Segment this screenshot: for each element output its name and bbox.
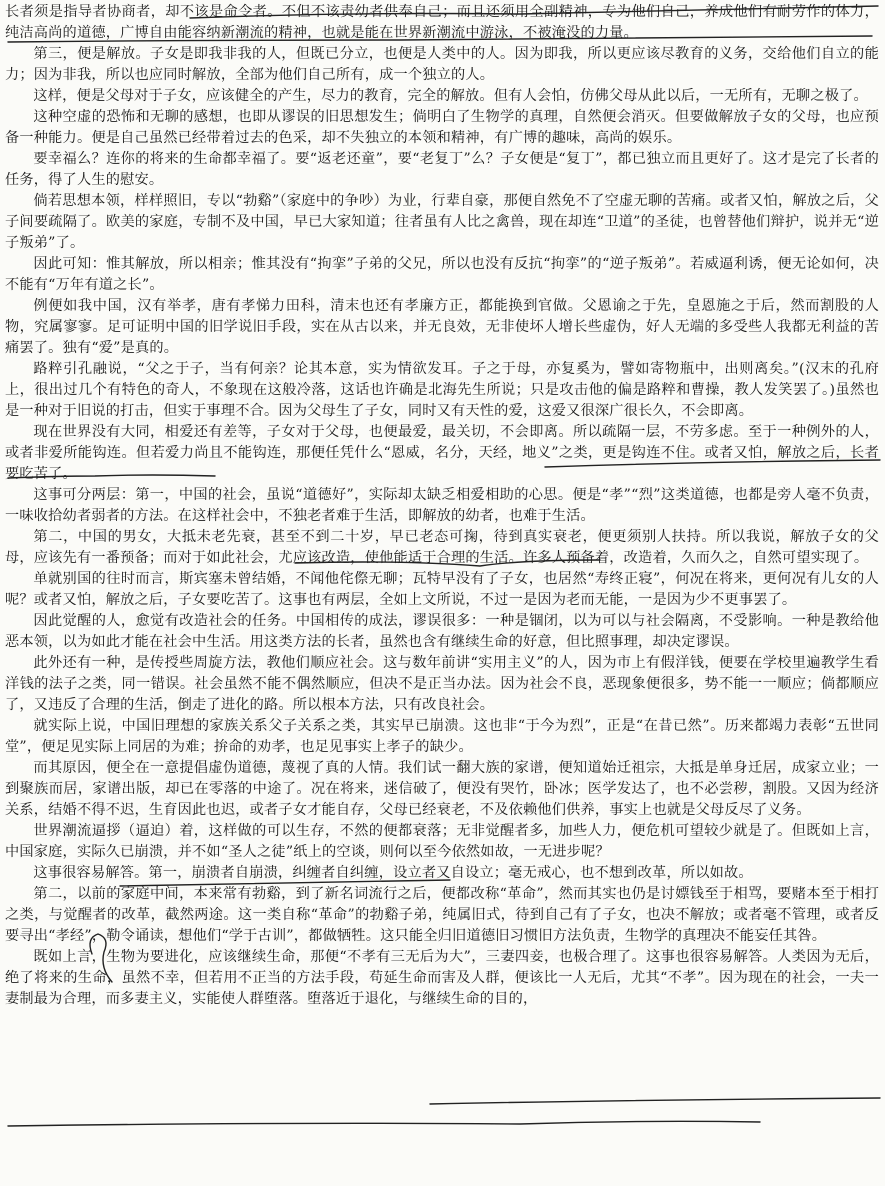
paragraph-1: 长者须是指导者协商者，却不该是命令者。不但不该责幼者供奉自己；而且还须用全副精神，专为他们自己，养成他们有耐劳作的体力，纯洁高尚的道德，广博自由能容纳新潮流的精神，也就是能在世界新潮流中游泳，不被淹没的力量。: [5, 4, 879, 41]
paragraph-13: 单就别国的往时而言，斯宾塞未曾结婚，不闻他侘傺无聊；瓦特早没有了子女，也居然“寿终正寝”，何况在将来，更何况有儿女的人呢？或者又怕，解放之后，子女要吃苦了。这事也有两层，全如上文所说，不过一是因为老而无能，一是因为少不更事罢了。: [5, 571, 879, 608]
paragraph-3: 这样，便是父母对于子女，应该健全的产生，尽力的教育，完全的解放。但有人会怕，仿佛父母从此以后，一无所有，无聊之极了。: [33, 88, 868, 104]
paragraph-19: 这事很容易解答。第一，崩溃者自崩溃，纠缠者自纠缠，设立者又自设立；毫无戒心，也不想到改革，所以如故。: [33, 865, 753, 881]
paragraph-20: 第二，以前的家庭中间，本来常有勃谿，到了新名词流行之后，便都改称“革命”，然而其实也仍是讨嫖钱至于相骂，要赌本至于相打之类，与觉醒者的改革，截然两途。这一类自称“革命”的勃谿子弟，纯属旧式，待到自己有了子女，也决不解放；或者毫不管理，或者反要寻出“孝经”，勒令诵读，想他们“学于古训”，都做牺牲。这只能全归旧道德旧习惯旧方法负责，生物学的真理决不能妄任其咎。: [5, 886, 879, 944]
paragraph-9: 路粹引孔融说，“父之于子，当有何亲？论其本意，实为情欲发耳。子之于母，亦复奚为，譬如寄物瓶中，出则离矣。”(汉末的孔府上，很出过几个有特色的奇人，不象现在这般冷落，这话也许确是北海先生所说；只是攻击他的偏是路粹和曹操，教人发笑罢了。)虽然也是一种对于旧说的打击，但实于事理不合。因为父母生了子女，同时又有天性的爱，这爱又很深广很长久，不会即离。: [5, 361, 879, 419]
paragraph-21: 既如上言，生物为要进化，应该继续生命，那便“不孝有三无后为大”，三妻四妾，也极合理了。这事也很容易解答。人类因为无后，绝了将来的生命，虽然不幸，但若用不正当的方法手段，苟延生命而害及人群，便该比一人无后，尤其“不孝”。因为现在的社会，一夫一妻制最为合理，而多妻主义，实能使人群堕落。堕落近于退化，与继续生命的目的，: [5, 949, 879, 1007]
paragraph-17: 而其原因，便全在一意提倡虚伪道德，蔑视了真的人情。我们试一翻大族的家谱，便知道始迁祖宗，大抵是单身迁居，成家立业；一到聚族而居，家谱出版，却已在零落的中途了。况在将来，迷信破了，便没有哭竹，卧冰；医学发达了，也不必尝秽，割股。又因为经济关系，结婚不得不迟，生育因此也迟，或者子女才能自存，父母已经衰老，不及依赖他们供养，事实上也就是父母反尽了义务。: [5, 760, 879, 818]
paragraph-10: 现在世界没有大同，相爱还有差等，子女对于父母，也便最爱，最关切，不会即离。所以疏隔一层，不劳多虑。至于一种例外的人，或者非爱所能钩连。但若爱力尚且不能钩连，那便任凭什么“恩威，名分，天经，地义”之类，更是钩连不住。或者又怕，解放之后，长者要吃苦了。: [5, 424, 879, 482]
paragraph-4: 这种空虚的恐怖和无聊的感想，也即从谬误的旧思想发生；倘明白了生物学的真理，自然便会消灭。但要做解放子女的父母，也应预备一种能力。便是自己虽然已经带着过去的色采，却不失独立的本领和精神，有广博的趣味，高尚的娱乐。: [5, 109, 879, 146]
paragraph-8: 例便如我中国，汉有举孝，唐有孝悌力田科，清末也还有孝廉方正，都能换到官做。父恩谕之于先，皇恩施之于后，然而割股的人物，究属寥寥。足可证明中国的旧学说旧手段，实在从古以来，并无良效，无非使坏人增长些虚伪，好人无端的多受些人我都无利益的苦痛罢了。独有“爱”是真的。: [5, 298, 879, 356]
paragraph-6: 倘若思想本领，样样照旧，专以“勃谿”（家庭中的争吵）为业，行辈自豪，那便自然免不了空虚无聊的苦痛。或者又怕，解放之后，父子间要疏隔了。欧美的家庭，专制不及中国，早已大家知道；往者虽有人比之禽兽，现在却连“卫道”的圣徒，也曾替他们辩护，说并无“逆子叛弟”了。: [5, 193, 879, 251]
paragraph-14: 因此觉醒的人，愈觉有改造社会的任务。中国相传的成法，谬误很多：一种是锢闭，以为可以与社会隔离，不受影响。一种是教给他恶本领，以为如此才能在社会中生活。用这类方法的长者，虽然也含有继续生命的好意，但比照事理，却决定谬误。: [5, 613, 879, 650]
paragraph-5: 要幸福么？连你的将来的生命都幸福了。要“返老还童”，要“老复丁”么？子女便是“复丁”，都已独立而且更好了。这才是完了长者的任务，得了人生的慰安。: [5, 151, 879, 188]
paragraph-15: 此外还有一种，是传授些周旋方法，教他们顺应社会。这与数年前讲“实用主义”的人，因为市上有假洋钱，便要在学校里遍教学生看洋钱的法子之类，同一错误。社会虽然不能不偶然顺应，但决不是正当办法。因为社会不良，恶现象便很多，势不能一一顺应；倘都顺应了，又违反了合理的生活，倒走了进化的路。所以根本方法，只有改良社会。: [5, 655, 879, 713]
paragraph-7: 因此可知：惟其解放，所以相亲；惟其没有“拘挛”子弟的父兄，所以也没有反抗“拘挛”的“逆子叛弟”。若威逼利诱，便无论如何，决不能有“万年有道之长”。: [5, 256, 879, 293]
paragraph-2: 第三，便是解放。子女是即我非我的人，但既已分立，也便是人类中的人。因为即我，所以更应该尽教育的义务，交给他们自立的能力；因为非我，所以也应同时解放，全部为他们自己所有，成一个独立的人。: [5, 46, 879, 83]
paragraph-12: 第二，中国的男女，大抵未老先衰，甚至不到二十岁，早已老态可掬，待到真实衰老，便更须别人扶持。所以我说，解放子女的父母，应该先有一番预备；而对于如此社会，尤应该改造，使他能适于合理的生活。许多人预备着，改造着，久而久之，自然可望实现了。: [5, 529, 879, 566]
paragraph-16: 就实际上说，中国旧理想的家族关系父子关系之类，其实早已崩溃。这也非“于今为烈”，正是“在昔已然”。历来都竭力表彰“五世同堂”，便足见实际上同居的为难；拚命的劝孝，也足见事实上孝子的缺少。: [5, 718, 879, 755]
paragraph-11: 这事可分两层：第一，中国的社会，虽说“道德好”，实际却太缺乏相爱相助的心思。便是“孝”“烈”这类道德，也都是旁人毫不负责，一味收拾幼者弱者的方法。在这样社会中，不独老者难于生活，即解放的幼者，也难于生活。: [5, 487, 879, 524]
paragraph-18: 世界潮流逼拶（逼迫）着，这样做的可以生存，不然的便都衰落；无非觉醒者多，加些人力，便危机可望较少就是了。但既如上言，中国家庭，实际久已崩溃，并不如“圣人之徒”纸上的空谈，则何以至今依然如故，一无进步呢？: [5, 823, 879, 860]
